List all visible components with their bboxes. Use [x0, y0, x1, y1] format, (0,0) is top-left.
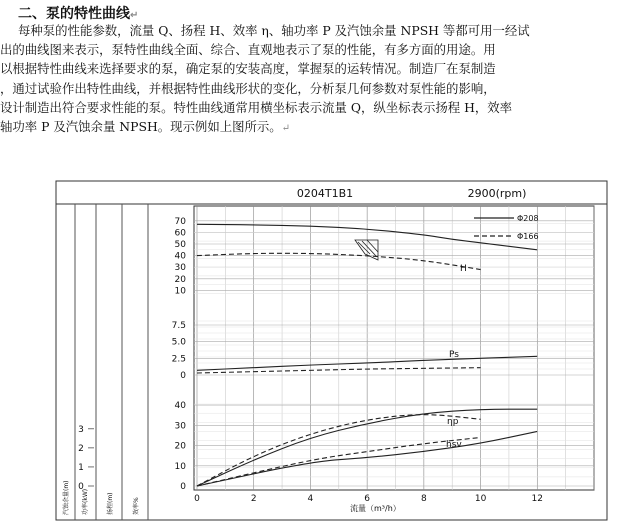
x-tick-label: 8: [420, 494, 427, 504]
grid: [88, 206, 594, 490]
axis-title: 扬程(m): [107, 492, 114, 515]
section-heading: 二、泵的特性曲线↵: [18, 6, 139, 22]
curve-label-eta: ηp: [447, 417, 459, 427]
body-paragraph: [0, 21, 643, 136]
y-tick-label: 0: [180, 371, 186, 381]
y-tick-label: 70: [174, 216, 186, 227]
legend-label: Φ166: [517, 232, 539, 241]
chart-legend: [474, 214, 539, 241]
x-tick-label: 12: [531, 494, 544, 504]
y-tick-label: 0: [180, 482, 186, 492]
paragraph-line: 设计制造出符合要求性能的泵。特性曲线通常用横坐标表示流量 Q，纵坐标表示扬程 H，效率: [0, 99, 513, 115]
model-label: 0204T1B1: [296, 187, 354, 200]
left-scale-tick-label: 1: [78, 462, 84, 473]
y-tick-label: 2.5: [171, 354, 186, 365]
y-tick-label: 20: [174, 441, 186, 452]
pump-performance-chart: [0, 170, 643, 521]
y-tick-label: 7.5: [171, 321, 186, 331]
axis-title: 汽蚀余量(m): [63, 480, 70, 515]
paragraph-line: 以根据特性曲线来选择要求的泵，确定泵的安装高度，掌握泵的运转情况。制造厂在泵制造: [0, 61, 496, 77]
paragraph-line: 每种泵的性能参数，流量 Q、扬程 H、效率 η、轴功率 P 及汽蚀余量 NPSH 等都可用一经试: [18, 23, 530, 38]
paragraph-line: 轴功率 P 及汽蚀余量 NPSH。现示例如上图所示。↵: [0, 118, 291, 134]
y-tick-label: 50: [174, 240, 186, 250]
y-tick-label: 30: [174, 421, 186, 432]
y-tick-label: 10: [174, 461, 186, 472]
x-tick-label: 0: [194, 494, 200, 504]
x-tick-label: 10: [474, 494, 487, 504]
legend-label: Φ208: [517, 214, 539, 223]
y-tick-label: 30: [174, 263, 186, 274]
speed-label: 2900(rpm): [467, 187, 527, 200]
x-axis-title: 流量（m³/h）: [350, 504, 401, 513]
x-tick-label: 6: [364, 494, 371, 504]
paragraph-line: ，通过试验作出特性曲线，并根据特性曲线形状的变化，分析泵几何参数对泵性能的影响，: [0, 80, 496, 96]
curve-label-H: H: [460, 264, 467, 274]
left-scale-tick-label: 0: [78, 482, 84, 492]
left-scale-tick-label: 2: [78, 443, 84, 454]
y-tick-label: 40: [174, 251, 186, 262]
x-tick-label: 2: [250, 494, 257, 504]
curve-label-hsv: hsv: [446, 440, 462, 450]
left-scale-tick-label: 3: [78, 424, 84, 435]
y-tick-label: 60: [174, 228, 186, 239]
paragraph-line: 出的曲线图来表示，泵特性曲线全面、综合、直观地表示了泵的性能，有多方面的用途。用: [0, 42, 496, 58]
curve-label-Ps: Ps: [449, 350, 459, 360]
y-tick-label: 40: [174, 401, 186, 412]
y-tick-label: 20: [174, 274, 186, 285]
axis-title: 效率%: [133, 497, 140, 515]
y-tick-label: 10: [174, 286, 186, 297]
x-tick-label: 4: [307, 494, 314, 504]
axis-title: 功率(kW): [82, 488, 89, 515]
y-tick-label: 5.0: [171, 337, 186, 348]
